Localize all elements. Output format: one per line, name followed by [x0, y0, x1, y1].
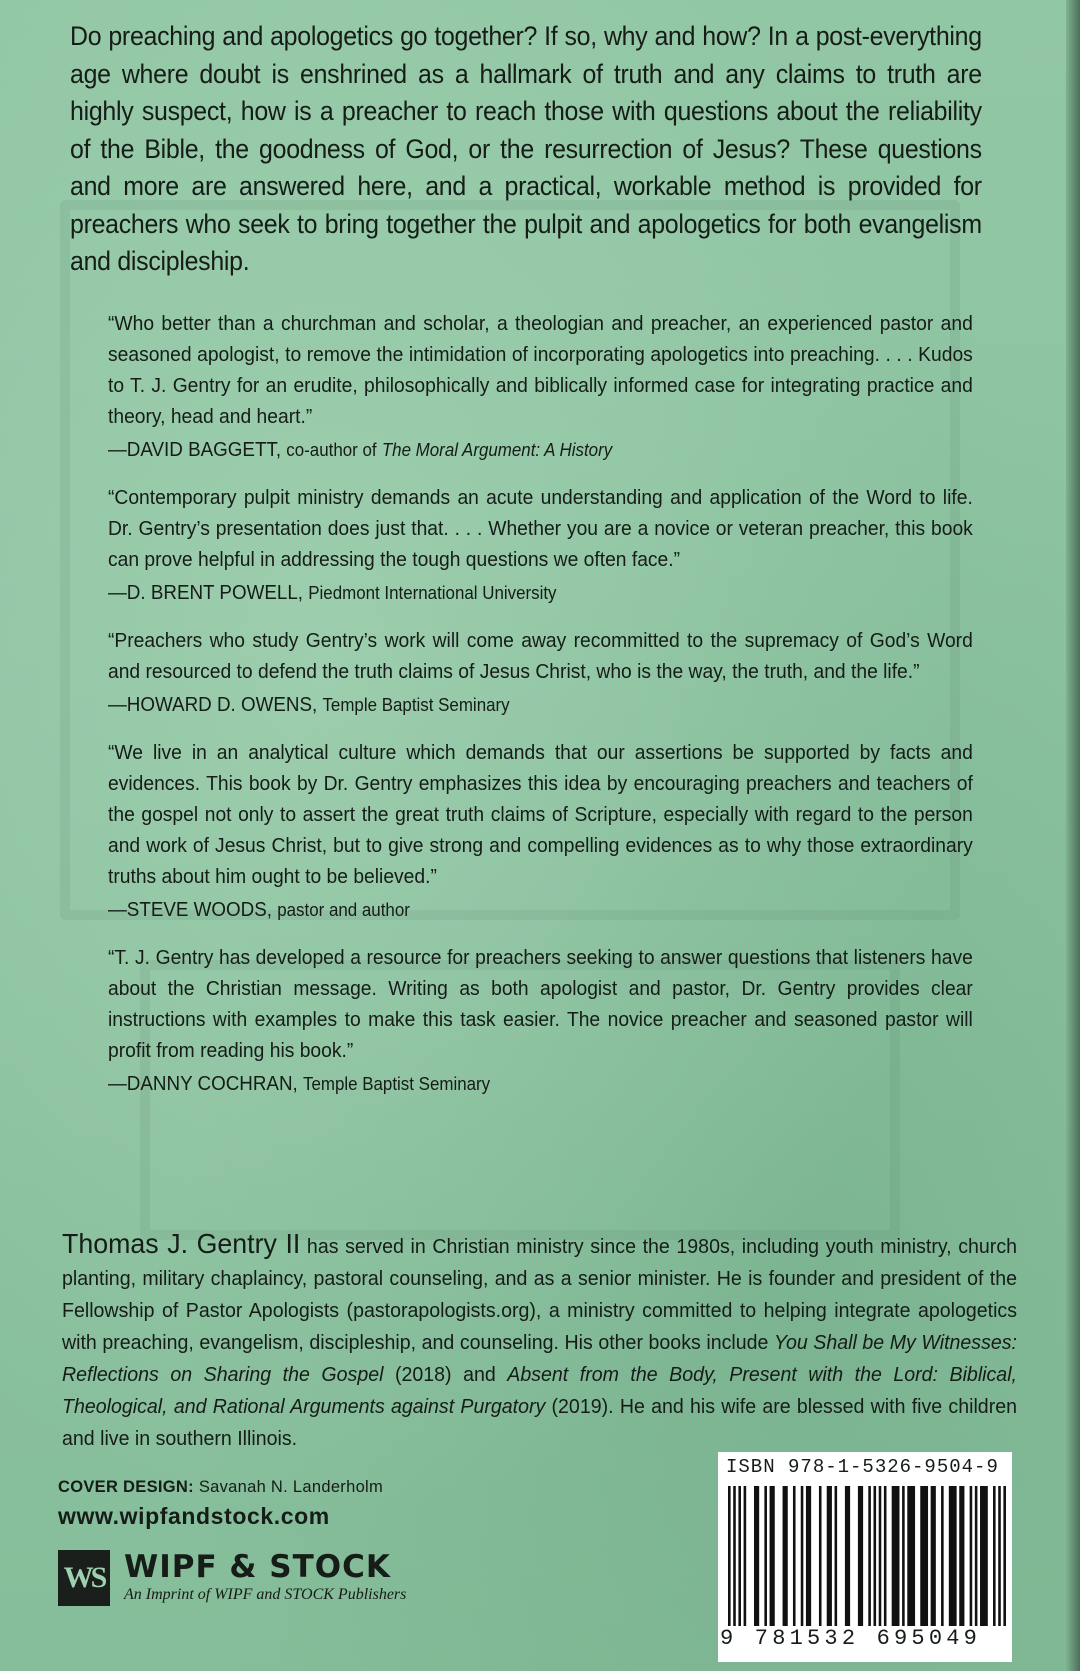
publisher-text [124, 1550, 406, 1604]
barcode-bar [884, 1486, 887, 1626]
reviewer-affiliation: Temple Baptist Seminary [322, 695, 510, 715]
barcode-digits: 9 781532 695049 [720, 1626, 982, 1651]
intro-blurb: Do preaching and apologetics go together? If so, why and how? In a post-everything age where doubt is enshrined as a hallmark of truth and any claims to truth are highly suspect, how is a preacher to reach those with questions about the reliability of the Bible, the goodness of God, or the resurrection of Jesus? These questions and more are answered here, and a practical, workable method is provided for preachers who seek to bring together the pulpit and apologetics for both evangelism and discipleship. [70, 21, 982, 276]
cover-design-credit [58, 1478, 383, 1497]
bio-text: (2019). He and his wife are blessed with five children and live in southern Illinois. [62, 1395, 1017, 1450]
review-item [108, 942, 973, 1098]
review-item [108, 625, 973, 719]
review-attribution [108, 436, 973, 464]
barcode-bar [738, 1486, 741, 1626]
credits [58, 1478, 383, 1530]
barcode-bars [728, 1486, 1006, 1626]
reviews-section [108, 308, 973, 1116]
barcode-bar [858, 1486, 863, 1626]
barcode-bar [931, 1486, 936, 1626]
reviewer-affiliation: Piedmont International University [308, 583, 557, 603]
review-quote: “Who better than a churchman and scholar, a theologian and preacher, an experienced pastor and seasoned apologist, to remove the intimidation of incorporating apologetics into preaching. . . . Kudos to T. J. Gentry for an erudite, philosophically and biblically informed case for integrating practice and theory, head and heart.” [108, 312, 973, 428]
publisher-url[interactable]: www.wipfandstock.com [58, 1503, 330, 1529]
reviewer-affiliation: Temple Baptist Seminary [302, 1074, 491, 1094]
barcode-bar [728, 1486, 731, 1626]
isbn-label: ISBN 978-1-5326-9504-9 [726, 1456, 999, 1478]
barcode-bar [949, 1486, 957, 1626]
barcode-bar [920, 1486, 928, 1626]
review-attribution [108, 896, 973, 924]
publisher-logo: WS [58, 1550, 110, 1606]
barcode-bar [998, 1486, 1001, 1626]
bio-book-title: You Shall be My Witnesses: Reflections on Sharing the Gospel [62, 1331, 1017, 1386]
review-quote: “T. J. Gentry has developed a resource for preachers seeking to answer questions that listeners have about the Christian message. Writing as both apologist and pastor, Dr. Gentry provides clear instructions with examples to make this task easier. The novice preacher and seasoned pastor will profit from reading his book.” [108, 946, 973, 1062]
barcode-bar [733, 1486, 736, 1626]
barcode-bar [801, 1486, 804, 1626]
spine-edge [1066, 0, 1080, 1671]
review-attribution [108, 1070, 973, 1098]
author-bio [62, 1228, 1017, 1455]
barcode-bar [845, 1486, 850, 1626]
review-quote: “We live in an analytical culture which demands that our assertions be supported by facts and evidences. This book by Dr. Gentry emphasizes this idea by encouraging preachers and teachers of the gospel not only to assert the great truth claims of Scripture, especially with regard to the person and work of Jesus Christ, but to give strong and compelling evidences as to why those extraordinary truths about him ought to be believed.” [108, 741, 973, 888]
barcode-bar [819, 1486, 822, 1626]
barcode-bar [827, 1486, 832, 1626]
review-item [108, 482, 973, 607]
isbn-barcode [718, 1452, 1012, 1662]
barcode-bar [892, 1486, 900, 1626]
barcode-bar [970, 1486, 973, 1626]
bio-text: (2018) and [383, 1363, 508, 1386]
bio-text: has served in Christian ministry since the 1980s, including youth ministry, church planting, military chaplaincy, pastoral counseling, and as a senior minister. He is founder and president of the Fellowship of Pastor Apologists (pastorapologists.org), a ministry committed to helping integrate apologetics with preaching, evangelism, discipleship, and counseling. His other books include [62, 1235, 1017, 1354]
review-quote: “Contemporary pulpit ministry demands an acute understanding and application of the Word to life. Dr. Gentry’s presentation does just that. . . . Whether you are a novice or veteran preacher, this book can prove helpful in addressing the tough questions we often face.” [108, 486, 973, 571]
cover-designer-name: Savanah N. Landerholm [198, 1478, 384, 1496]
review-item [108, 737, 973, 924]
cover-design-label: COVER DESIGN: [58, 1478, 194, 1496]
reviewer-affiliation: pastor and author [277, 900, 410, 920]
barcode-bar [980, 1486, 988, 1626]
barcode-bar [907, 1486, 915, 1626]
barcode-bar [764, 1486, 767, 1626]
review-attribution [108, 691, 973, 719]
reviewer-name: —STEVE WOODS, [108, 899, 273, 921]
author-name: Thomas J. Gentry II [62, 1228, 301, 1259]
barcode-bar [754, 1486, 759, 1626]
reviewer-work-title: The Moral Argument: A History [381, 440, 613, 460]
barcode-bar [793, 1486, 796, 1626]
publisher-name: WIPF & STOCK [124, 1549, 391, 1585]
barcode-bar [770, 1486, 775, 1626]
publisher-imprint: An Imprint of WIPF and STOCK Publishers [124, 1586, 407, 1603]
reviewer-name: —DANNY COCHRAN, [108, 1073, 298, 1095]
barcode-bar [744, 1486, 747, 1626]
barcode-bar [1003, 1486, 1006, 1626]
reviewer-name: —HOWARD D. OWENS, [108, 694, 318, 716]
publisher-block [58, 1550, 406, 1606]
barcode-bar [783, 1486, 788, 1626]
barcode-bar [835, 1486, 838, 1626]
barcode-bar [941, 1486, 944, 1626]
barcode-bar [873, 1486, 876, 1626]
review-item [108, 308, 973, 464]
reviewer-affiliation: co-author of [286, 440, 377, 460]
reviewer-name: —DAVID BAGGETT, [108, 439, 282, 461]
barcode-bar [993, 1486, 996, 1626]
review-quote: “Preachers who study Gentry’s work will come away recommitted to the supremacy of God’s Word and resourced to defend the truth claims of Jesus Christ, who is the way, the truth, and the life.” [108, 629, 973, 683]
barcode-bar [959, 1486, 964, 1626]
barcode-bar [806, 1486, 811, 1626]
bio-book-title: Absent from the Body, Present with the Lord: Biblical, Theological, and Rational Arguments against Purgatory [62, 1363, 1017, 1418]
barcode-bar [868, 1486, 871, 1626]
barcode-bar [975, 1486, 978, 1626]
review-attribution [108, 579, 973, 607]
reviewer-name: —D. BRENT POWELL, [108, 582, 304, 604]
barcode-bar [879, 1486, 882, 1626]
barcode-bar [902, 1486, 905, 1626]
